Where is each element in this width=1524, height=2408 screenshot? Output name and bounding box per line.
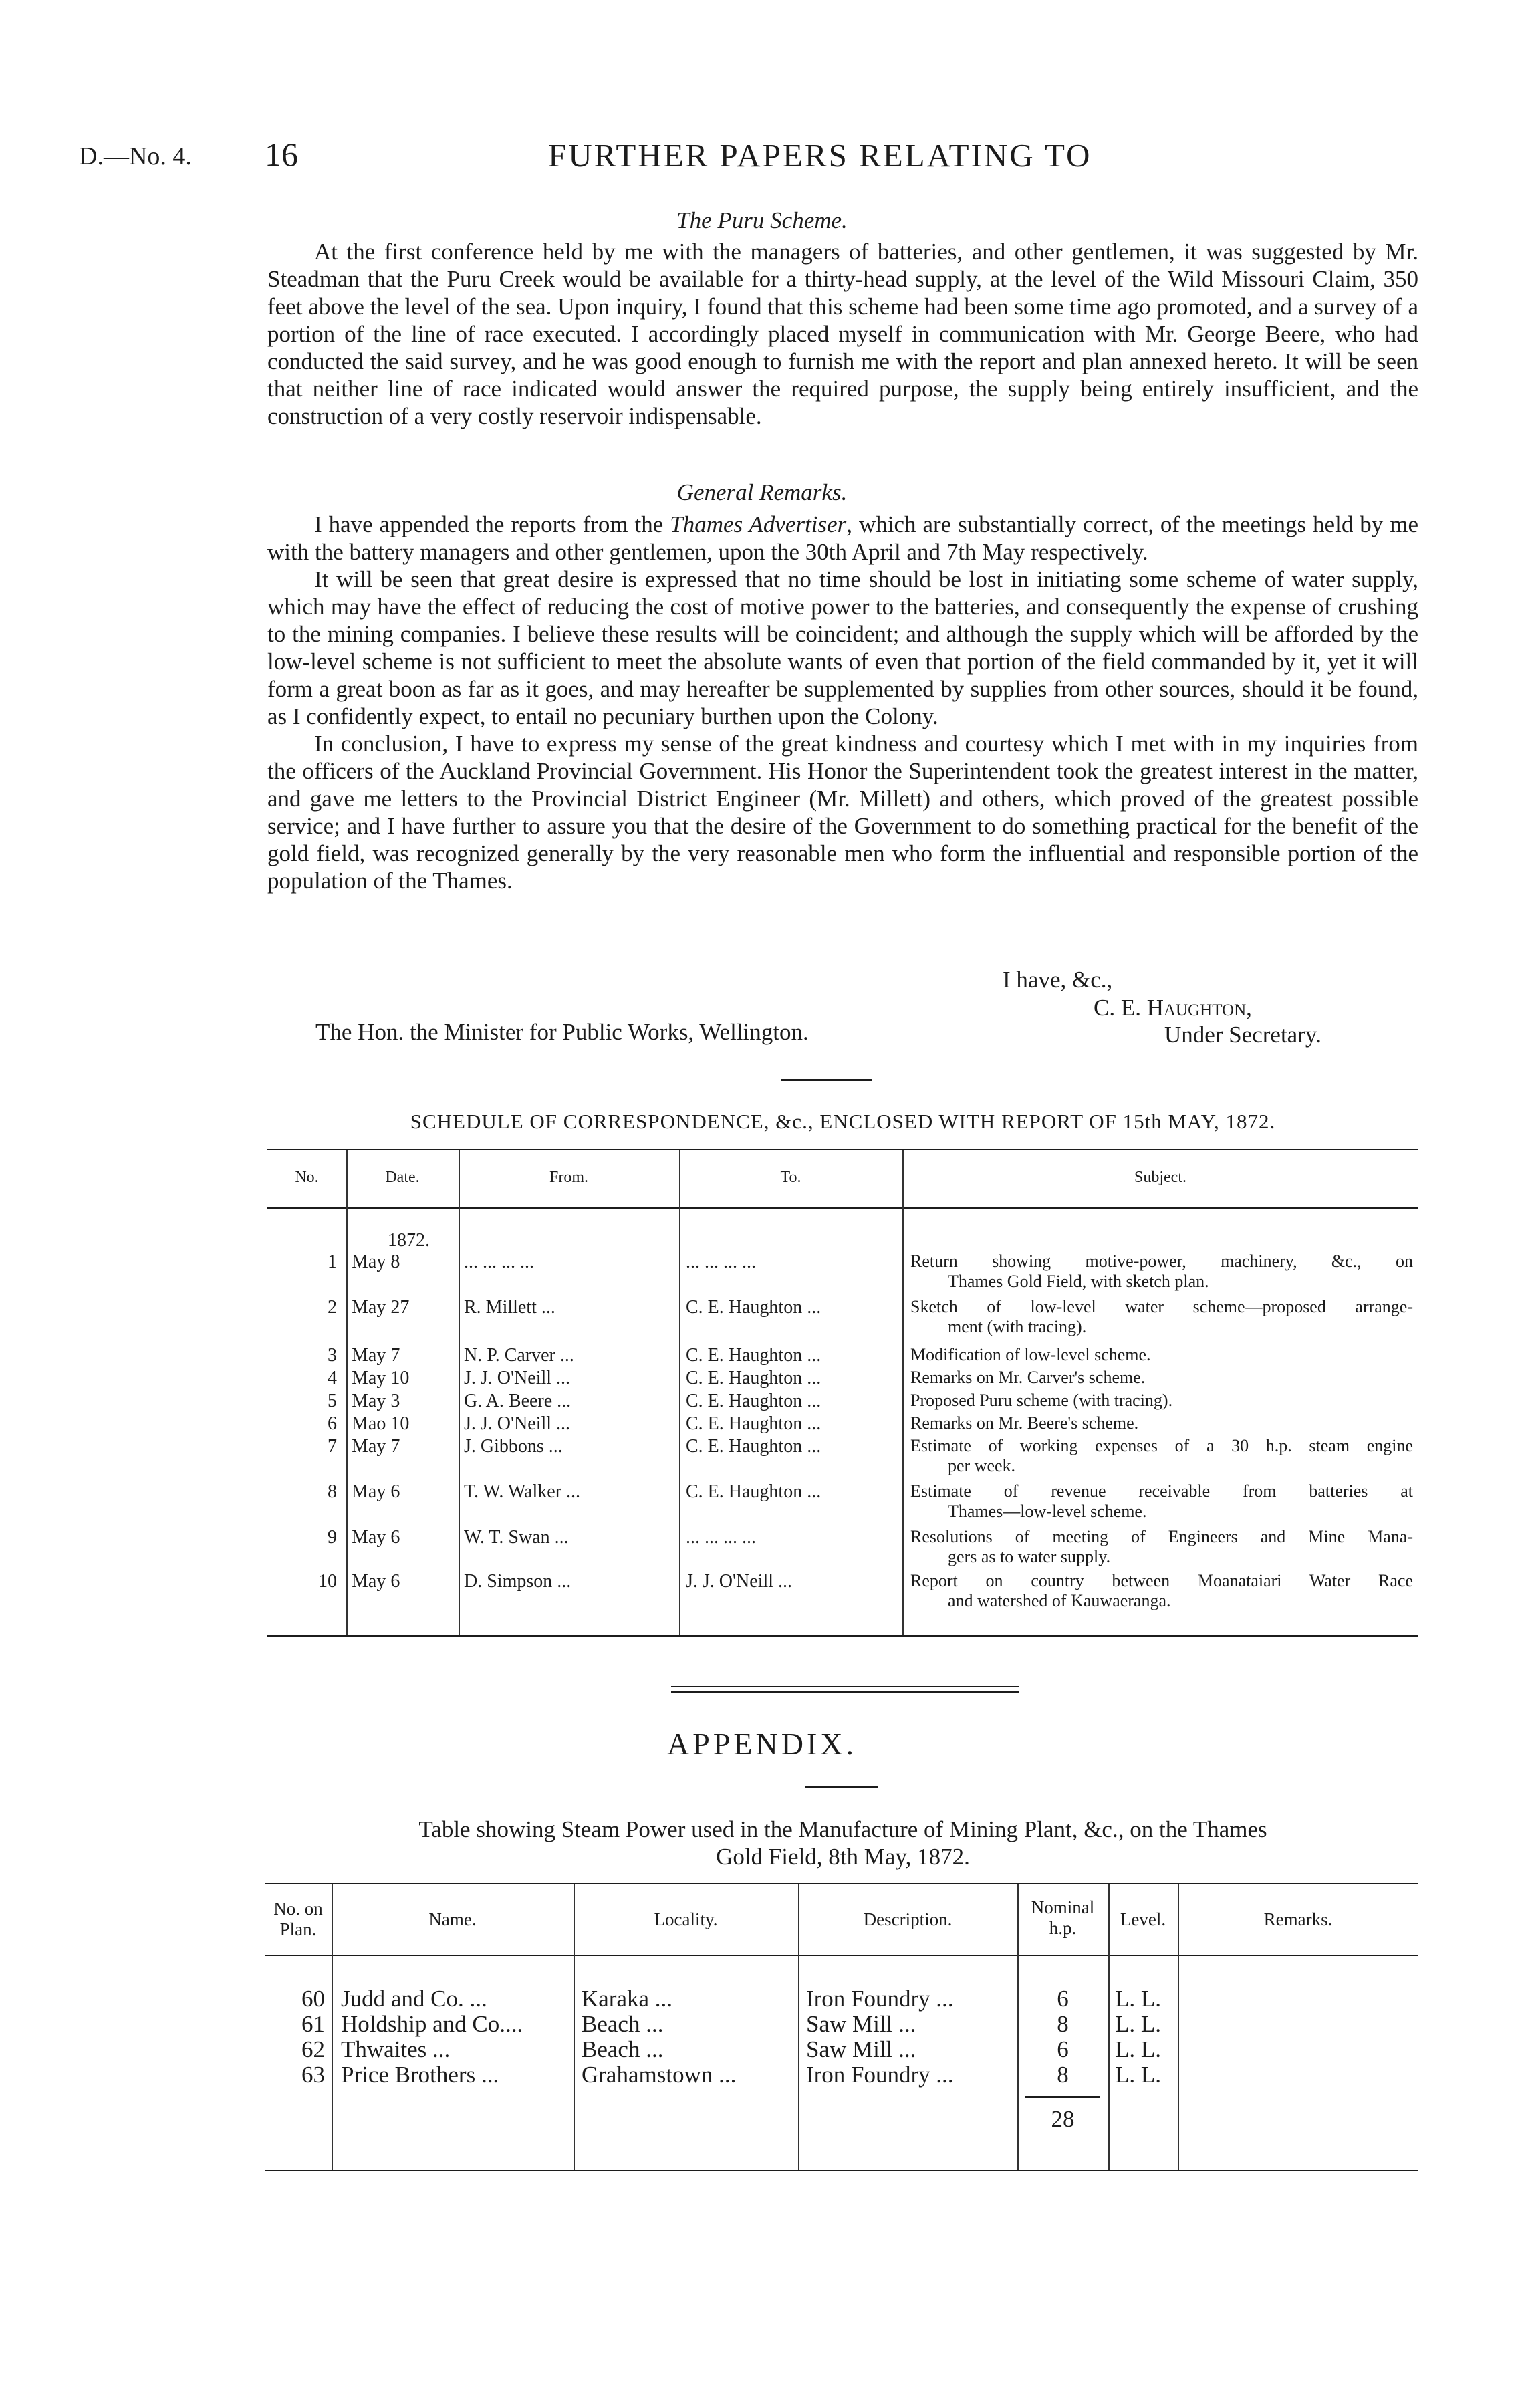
caption-line-2: Gold Field, 8th May, 1872.: [716, 1844, 970, 1870]
row-subject-line: Report on country between Moanataiari Water Race: [910, 1571, 1413, 1590]
signature-name: C. E. Haughton,: [1094, 995, 1252, 1021]
row-from: J. J. O'Neill ...: [464, 1413, 571, 1434]
row-to: C. E. Haughton ...: [686, 1297, 821, 1318]
row-no: 7: [328, 1436, 337, 1457]
row-no: 6: [328, 1413, 337, 1434]
row-from: D. Simpson ...: [464, 1571, 572, 1592]
puru-text: At the first conference held by me with the managers of batteries, and other gentlemen, it was suggested by Mr. Steadman that the Puru Creek would be available for a thirty-head supply, at the level of the Wild Missouri Claim, 350 feet above the level of the sea. Upon inquiry, I found that this scheme had been some time ago promoted, and a survey of a portion of the line of race executed. I accordingly placed myself in communication with Mr. George Beere, who had conducted the said survey, and he was good enough to furnish me with the report and plan annexed hereto. It will be seen that neither line of race indicated would answer the required purpose, the supply being entirely insufficient, and the construction of a very costly reservoir indispensable.: [267, 239, 1418, 429]
schedule-bottom-rule: [267, 1635, 1418, 1637]
schedule-header-rule: [267, 1207, 1418, 1209]
remarks-paragraph-1: [267, 511, 1418, 566]
row-to: C. E. Haughton ...: [686, 1481, 821, 1502]
double-rule: [671, 1686, 1019, 1687]
header-subject: Subject.: [1134, 1169, 1186, 1186]
schedule-top-rule: [267, 1149, 1418, 1150]
row-subject: [910, 1368, 1413, 1388]
row-date: May 6: [352, 1571, 400, 1592]
row-subject: [910, 1297, 1413, 1337]
schedule-year: 1872.: [388, 1230, 430, 1251]
signature-closing: I have, &c.,: [1003, 967, 1113, 993]
plant-hp: 6: [1057, 1985, 1069, 2012]
row-from: N. P. Carver ...: [464, 1345, 574, 1366]
schedule-caption: SCHEDULE OF CORRESPONDENCE, &c., ENCLOSED WITH REPORT OF 15th MAY, 1872.: [410, 1110, 1276, 1133]
header-level: Level.: [1120, 1909, 1166, 1929]
row-subject: [910, 1391, 1413, 1411]
plant-name: Judd and Co. ...: [341, 1985, 487, 2012]
column-divider: [679, 1150, 680, 1635]
row-subject-continuation: per week.: [948, 1456, 1016, 1475]
header-no-on-plan: No. on Plan.: [273, 1899, 323, 1939]
remarks-p1-end: , which are substantially correct, of the meetings held by me with the battery managers and other gentlemen, upon the 30th April and 7th May respectively.: [267, 511, 1418, 565]
row-date: May 3: [352, 1391, 400, 1411]
remarks-p1-start: I have appended the reports from the: [314, 511, 670, 537]
plant-no: 60: [301, 1985, 325, 2012]
row-subject-line: Proposed Puru scheme (with tracing).: [910, 1391, 1173, 1410]
plant-locality: Grahamstown ...: [582, 2062, 737, 2088]
row-date: Mao 10: [352, 1413, 410, 1434]
column-divider: [459, 1150, 460, 1635]
plant-name: Price Brothers ...: [341, 2062, 499, 2088]
row-no: 9: [328, 1527, 337, 1548]
row-date: May 7: [352, 1345, 400, 1366]
plant-description: Iron Foundry ...: [806, 2062, 954, 2088]
header-date: Date.: [385, 1169, 420, 1186]
row-from: T. W. Walker ...: [464, 1481, 581, 1502]
plant-locality: Beach ...: [582, 2036, 664, 2062]
row-subject-line: Remarks on Mr. Carver's scheme.: [910, 1368, 1146, 1387]
row-subject-line: Estimate of revenue receivable from batteries at: [910, 1481, 1413, 1501]
plant-no: 63: [301, 2062, 325, 2088]
remarks-paragraphs: [267, 511, 1418, 894]
row-from: J. Gibbons ...: [464, 1436, 563, 1457]
header-no: No.: [295, 1169, 319, 1186]
document-reference: D.—No. 4.: [79, 142, 192, 170]
row-date: May 27: [352, 1297, 410, 1318]
row-to: C. E. Haughton ...: [686, 1391, 821, 1411]
row-from: W. T. Swan ...: [464, 1527, 569, 1548]
appendix-top-rule: [265, 1883, 1418, 1884]
row-subject: [910, 1527, 1413, 1567]
row-no: 4: [328, 1368, 337, 1389]
row-subject: [910, 1436, 1413, 1476]
row-to: C. E. Haughton ...: [686, 1345, 821, 1366]
row-no: 3: [328, 1345, 337, 1366]
total-hp: 28: [1051, 2106, 1075, 2132]
row-date: May 6: [352, 1527, 400, 1548]
header-from: From.: [549, 1169, 588, 1186]
remarks-paragraph-2: It will be seen that great desire is expressed that no time should be lost in initiating some scheme of water supply, which may have the effect of reducing the cost of motive power to the batteries, and consequently the expense of crushing to the mining companies. I believe these results will be coincident; and although the supply which will be afforded by the low-level scheme is not sufficient to meet the absolute wants of even that portion of the field commanded by it, yet it will form a great boon as far as it goes, and may hereafter be supplemented by supplies from other sources, should it be found, as I confidently expect, to entail no pecuniary burthen upon the Colony.: [267, 566, 1418, 729]
addressee: The Hon. the Minister for Public Works, Wellington.: [315, 1019, 809, 1045]
row-subject: [910, 1251, 1413, 1292]
row-to: ... ... ... ...: [686, 1527, 756, 1548]
page-number: 16: [265, 136, 298, 173]
plant-name: Holdship and Co....: [341, 2011, 523, 2037]
row-date: May 6: [352, 1481, 400, 1502]
double-rule: [671, 1691, 1019, 1693]
plant-hp: 8: [1057, 2011, 1069, 2037]
row-to: C. E. Haughton ...: [686, 1436, 821, 1457]
section-title-puru: The Puru Scheme.: [676, 207, 848, 233]
row-no: 8: [328, 1481, 337, 1502]
divider: [781, 1079, 872, 1081]
column-divider: [346, 1150, 348, 1635]
row-subject-continuation: ment (with tracing).: [948, 1317, 1087, 1336]
row-to: C. E. Haughton ...: [686, 1413, 821, 1434]
total-rule: [1025, 2096, 1100, 2098]
plant-locality: Beach ...: [582, 2011, 664, 2037]
plant-level: L. L.: [1115, 1985, 1162, 2012]
row-date: May 10: [352, 1368, 410, 1389]
appendix-header-rule: [265, 1955, 1418, 1956]
plant-level: L. L.: [1115, 2062, 1162, 2088]
appendix-title: APPENDIX.: [667, 1727, 857, 1761]
caption-line-1: Table showing Steam Power used in the Manufacture of Mining Plant, &c., on the Thames: [418, 1816, 1267, 1842]
plant-level: L. L.: [1115, 2036, 1162, 2062]
row-from: ... ... ... ...: [464, 1251, 534, 1272]
row-from: R. Millett ...: [464, 1297, 555, 1318]
row-from: G. A. Beere ...: [464, 1391, 572, 1411]
row-subject-continuation: Thames—low-level scheme.: [948, 1501, 1147, 1521]
header-remarks: Remarks.: [1263, 1909, 1333, 1929]
signature-title: Under Secretary.: [1164, 1021, 1321, 1048]
row-subject: [910, 1413, 1413, 1433]
plant-level: L. L.: [1115, 2011, 1162, 2037]
plant-name: Thwaites ...: [341, 2036, 451, 2062]
plant-no: 62: [301, 2036, 325, 2062]
row-subject-continuation: Thames Gold Field, with sketch plan.: [948, 1272, 1209, 1291]
header-name: Name.: [428, 1909, 477, 1929]
row-date: May 7: [352, 1436, 400, 1457]
row-subject: [910, 1345, 1413, 1365]
row-subject-line: Remarks on Mr. Beere's scheme.: [910, 1413, 1139, 1433]
puru-paragraph: [267, 238, 1418, 430]
appendix-table-caption: [267, 1816, 1418, 1871]
newspaper-title: Thames Advertiser: [670, 511, 847, 537]
page-title: FURTHER PAPERS RELATING TO: [548, 137, 1092, 174]
header-description: Description.: [863, 1909, 952, 1929]
row-to: C. E. Haughton ...: [686, 1368, 821, 1389]
row-subject-line: Return showing motive-power, machinery, &c., on: [910, 1251, 1413, 1271]
row-no: 2: [328, 1297, 337, 1318]
row-to: J. J. O'Neill ...: [686, 1571, 793, 1592]
row-subject-line: Estimate of working expenses of a 30 h.p. steam engine: [910, 1436, 1413, 1455]
row-subject-line: Modification of low-level scheme.: [910, 1345, 1151, 1364]
divider: [805, 1786, 878, 1788]
plant-description: Saw Mill ...: [806, 2011, 916, 2037]
header-to: To.: [780, 1169, 801, 1186]
row-subject: [910, 1571, 1413, 1611]
row-subject-line: Resolutions of meeting of Engineers and Mine Mana-: [910, 1527, 1413, 1546]
row-no: 5: [328, 1391, 337, 1411]
row-subject-line: Sketch of low-level water scheme—proposed arrange-: [910, 1297, 1413, 1316]
plant-locality: Karaka ...: [582, 1985, 673, 2012]
header-nominal-hp: Nominal h.p.: [1031, 1897, 1095, 1938]
remarks-paragraph-3: In conclusion, I have to express my sense of the great kindness and courtesy which I met with in my inquiries from the officers of the Auckland Provincial Government. His Honor the Superintendent took the greatest interest in the matter, and gave me letters to the Provincial District Engineer (Mr. Millett) and others, which proved of the greatest possible service; and I have further to assure you that the desire of the Government to do something practical for the benefit of the gold field, was recognized generally by the very reasonable men who form the influential and responsible portion of the population of the Thames.: [267, 731, 1418, 894]
plant-description: Iron Foundry ...: [806, 1985, 954, 2012]
row-no: 1: [328, 1251, 337, 1272]
plant-hp: 6: [1057, 2036, 1069, 2062]
plant-description: Saw Mill ...: [806, 2036, 916, 2062]
section-title-remarks: General Remarks.: [676, 479, 848, 505]
plant-hp: 8: [1057, 2062, 1069, 2088]
appendix-bottom-rule: [265, 2170, 1418, 2171]
row-subject-continuation: and watershed of Kauwaeranga.: [948, 1591, 1171, 1610]
column-divider: [902, 1150, 904, 1635]
row-date: May 8: [352, 1251, 400, 1272]
row-from: J. J. O'Neill ...: [464, 1368, 571, 1389]
header-locality: Locality.: [654, 1909, 718, 1929]
row-to: ... ... ... ...: [686, 1251, 756, 1272]
row-subject: [910, 1481, 1413, 1522]
row-subject-continuation: gers as to water supply.: [948, 1547, 1111, 1566]
row-no: 10: [318, 1571, 337, 1592]
plant-no: 61: [301, 2011, 325, 2037]
